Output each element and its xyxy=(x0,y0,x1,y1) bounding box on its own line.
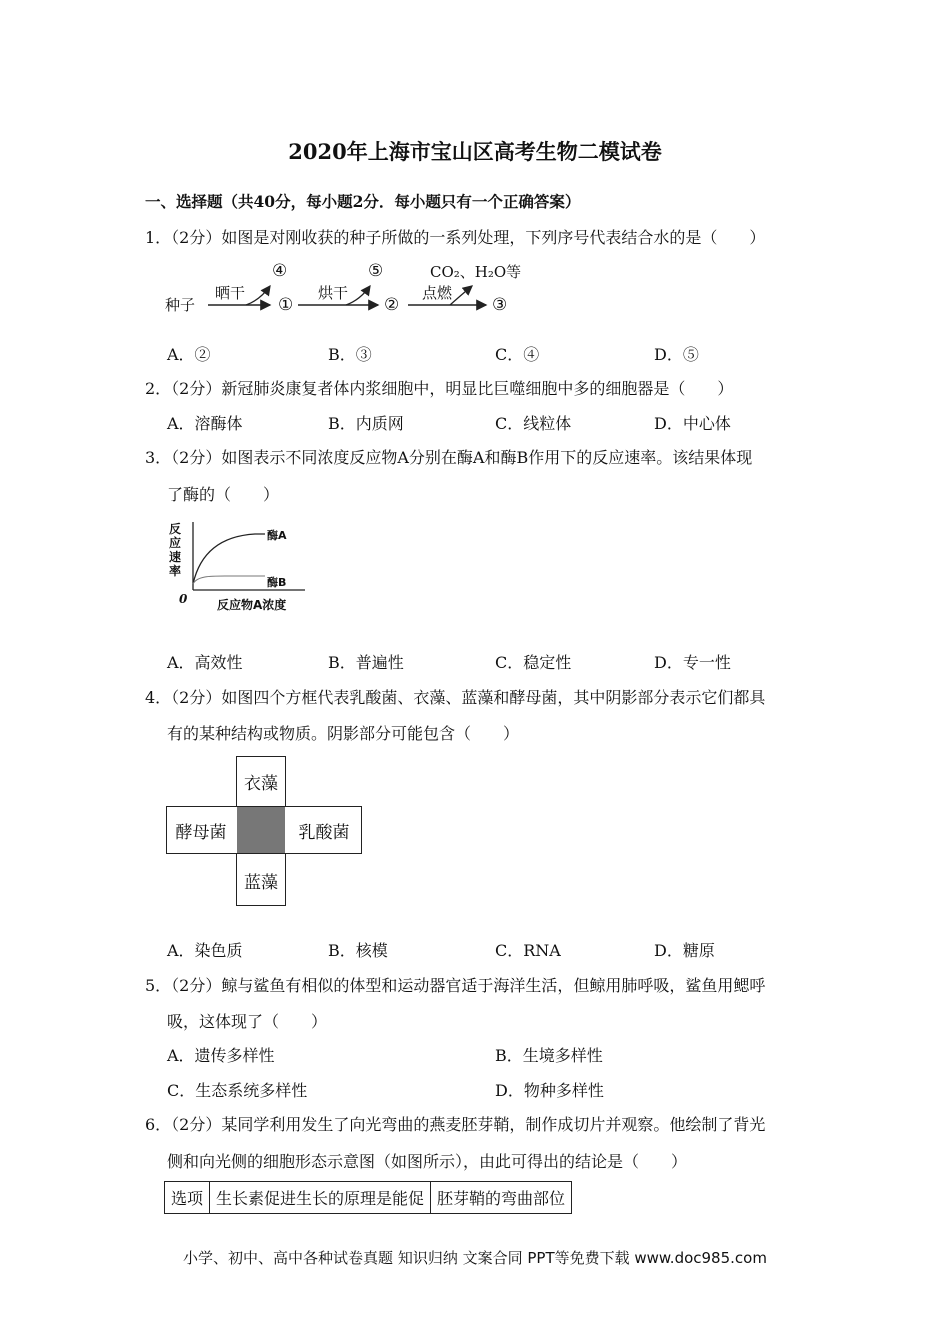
q4-figure xyxy=(166,756,362,906)
q1-stem: 1．（2分）如图是对刚收获的种子所做的一系列处理，下列序号代表结合水的是（ ） xyxy=(145,228,766,247)
q3-legend-enzyme-b: 酶B xyxy=(267,576,287,589)
q5-option-c[interactable]: C．生态系统多样性 xyxy=(167,1081,308,1100)
q6-table-header-row xyxy=(165,1182,572,1214)
q3-series-enzyme-b xyxy=(193,576,265,584)
q4-option-a[interactable]: A．染色质 xyxy=(167,941,243,960)
q4-option-b[interactable]: B．核模 xyxy=(328,941,388,960)
q4-option-d[interactable]: D．糖原 xyxy=(654,941,715,960)
q1-option-b[interactable]: B．③ xyxy=(328,345,372,364)
q1-figure xyxy=(160,258,560,320)
q6-options-table xyxy=(164,1181,572,1214)
q6-header-option: 选项 xyxy=(165,1182,210,1214)
footer: 小学、初中、高中各种试卷真题 知识归纳 文案合同 PPT等免费下载 www.doc985.com xyxy=(183,1249,767,1267)
q1-seed-label: 种子 xyxy=(165,296,196,314)
q6-stem-line1: 6．（2分）某同学利用发生了向光弯曲的燕麦胚芽鞘，制作成切片并观察。他绘制了背光 xyxy=(145,1115,766,1134)
q3-option-d[interactable]: D．专一性 xyxy=(654,653,731,672)
page-title: 2020年上海市宝山区高考生物二模试卷 xyxy=(288,139,662,164)
q1-products: CO₂、H₂O等 xyxy=(430,263,522,281)
q5-option-a[interactable]: A．遗传多样性 xyxy=(167,1046,275,1065)
q2-option-a[interactable]: A．溶酶体 xyxy=(167,414,243,433)
q6-header-principle: 生长素促进生长的原理是能促 xyxy=(210,1182,431,1214)
q3-option-c[interactable]: C．稳定性 xyxy=(495,653,572,672)
q3-origin-label: 0 xyxy=(179,592,188,606)
q3-stem-line2: 了酶的（ ） xyxy=(167,485,280,504)
q1-option-c[interactable]: C．④ xyxy=(495,345,540,364)
q4-box-bottom: 蓝藻 xyxy=(244,872,278,893)
q1-step1-label: 晒干 xyxy=(215,284,246,302)
q3-legend-enzyme-a: 酶A xyxy=(267,529,287,542)
q3-y-label: 反应速率 xyxy=(169,522,182,578)
q1-n4: ④ xyxy=(272,261,288,281)
q3-stem-line1: 3．（2分）如图表示不同浓度反应物A分别在酶A和酶B作用下的反应速率。该结果体现 xyxy=(145,448,753,467)
q2-option-b[interactable]: B．内质网 xyxy=(328,414,404,433)
q2-stem: 2．（2分）新冠肺炎康复者体内浆细胞中，明显比巨噬细胞中多的细胞器是（ ） xyxy=(145,379,734,398)
q3-option-b[interactable]: B．普遍性 xyxy=(328,653,404,672)
q1-step3-label: 点燃 xyxy=(422,284,453,302)
q2-option-d[interactable]: D．中心体 xyxy=(654,414,731,433)
q4-stem-line2: 有的某种结构或物质。阴影部分可能包含（ ） xyxy=(167,724,520,743)
q1-option-d[interactable]: D．⑤ xyxy=(654,345,699,364)
q3-x-label: 反应物A浓度 xyxy=(217,598,287,612)
q1-step2-label: 烘干 xyxy=(318,284,349,302)
q4-box-right: 乳酸菌 xyxy=(298,822,350,843)
q1-n1: ① xyxy=(278,295,294,315)
q1-n3: ③ xyxy=(492,295,508,315)
section-heading: 一、选择题（共40分，每小题2分．每小题只有一个正确答案） xyxy=(145,192,581,211)
q6-stem-line2: 侧和向光侧的细胞形态示意图（如图所示），由此可得出的结论是（ ） xyxy=(167,1152,688,1171)
q5-option-b[interactable]: B．生境多样性 xyxy=(495,1046,603,1065)
q4-option-c[interactable]: C．RNA xyxy=(495,941,561,960)
q3-option-a[interactable]: A．高效性 xyxy=(167,653,243,672)
q5-stem-line1: 5．（2分）鲸与鲨鱼有相似的体型和运动器官适于海洋生活，但鲸用肺呼吸，鲨鱼用鳃呼 xyxy=(145,976,766,995)
q1-n5: ⑤ xyxy=(368,261,384,281)
q4-box-left: 酵母菌 xyxy=(175,822,227,843)
q5-stem-line2: 吸，这体现了（ ） xyxy=(167,1012,328,1031)
q2-option-c[interactable]: C．线粒体 xyxy=(495,414,572,433)
q4-stem-line1: 4．（2分）如图四个方框代表乳酸菌、衣藻、蓝藻和酵母菌，其中阴影部分表示它们都具 xyxy=(145,688,766,707)
q6-header-bend-site: 胚芽鞘的弯曲部位 xyxy=(431,1182,572,1214)
q3-chart xyxy=(165,518,315,618)
q4-shaded-region xyxy=(237,807,285,853)
q1-option-a[interactable]: A．② xyxy=(167,345,211,364)
q5-option-d[interactable]: D．物种多样性 xyxy=(495,1081,604,1100)
q4-box-top: 衣藻 xyxy=(244,773,278,794)
q1-n2: ② xyxy=(384,295,400,315)
